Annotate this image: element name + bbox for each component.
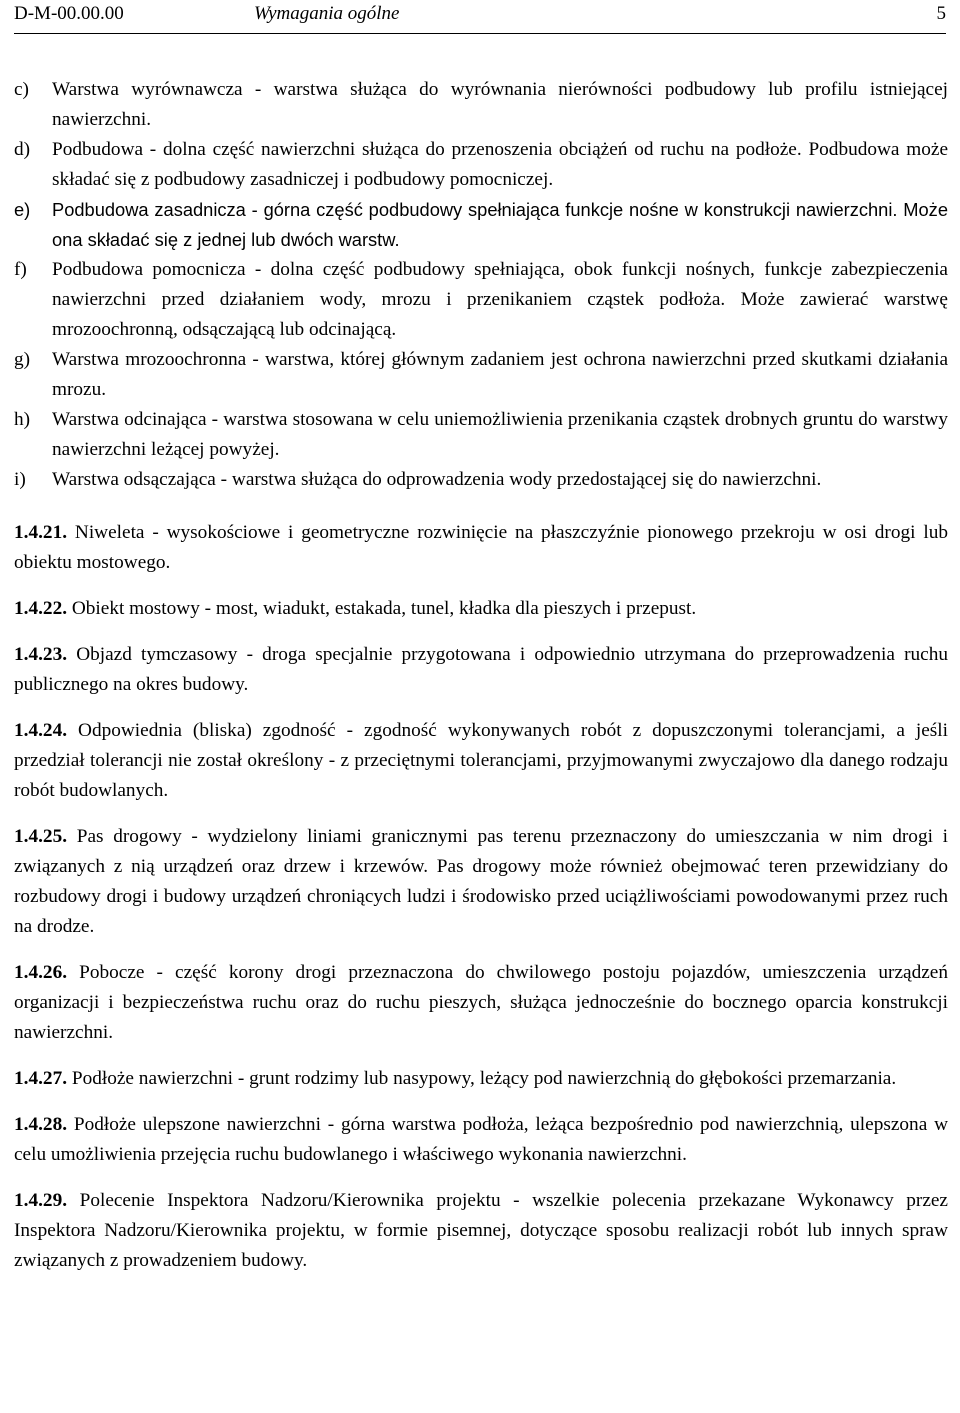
definition-paragraph [14, 1064, 948, 1094]
list-item-label: h) [14, 409, 31, 430]
list-item-label: d) [14, 139, 31, 160]
definition-paragraph [14, 1186, 948, 1276]
definition-paragraph [14, 958, 948, 1048]
definition-number: 1.4.24. [14, 720, 68, 741]
definition-number: 1.4.29. [14, 1190, 68, 1211]
document-body [14, 75, 948, 1292]
definition-text: Objazd tymczasowy - droga specjalnie przygotowana i odpowiednio utrzymana do przeprowadzenia ruchu publicznego na okres budowy. [14, 644, 948, 695]
list-item-text: Warstwa odsączająca - warstwa służąca do odprowadzenia wody przedostającej się do nawierzchni. [52, 469, 822, 490]
definition-number: 1.4.25. [14, 826, 68, 847]
document-code: D-M-00.00.00 [14, 3, 124, 24]
definition-number: 1.4.21. [14, 522, 68, 543]
list-item-text: Warstwa mrozoochronna - warstwa, której głównym zadaniem jest ochrona nawierzchni przed skutkami działania mrozu. [52, 349, 948, 400]
list-item [14, 135, 948, 195]
definition-text: Podłoże nawierzchni - grunt rodzimy lub nasypowy, leżący pod nawierzchnią do głębokości przemarzania. [71, 1068, 897, 1089]
list-item-text: Warstwa odcinająca - warstwa stosowana w celu uniemożliwienia przenikania cząstek drobnych gruntu do warstwy nawierzchni leżącej powyżej. [52, 409, 948, 460]
list-item [14, 75, 948, 135]
definition-number: 1.4.27. [14, 1068, 68, 1089]
definition-number: 1.4.28. [14, 1114, 68, 1135]
definition-text: Pas drogowy - wydzielony liniami granicznymi pas terenu przeznaczony do umieszczania w nim drogi i związanych z nią urządzeń oraz drzew i krzewów. Pas drogowy może również obejmować teren przewidziany do rozbudowy drogi i budowy urządzeń chroniących ludzi i środowisko przed uciążliwościami powodowanymi przez ruch na drodze. [14, 826, 948, 937]
list-item-label: f) [14, 259, 27, 280]
definition-text: Pobocze - część korony drogi przeznaczona do chwilowego postoju pojazdów, umieszczenia urządzeń organizacji i bezpieczeństwa ruchu oraz do ruchu pieszych, służąca jednocześnie do bocznego oparcia konstrukcji nawierzchni. [14, 962, 948, 1043]
definition-text: Polecenie Inspektora Nadzoru/Kierownika projektu - wszelkie polecenia przekazane Wykonawcy przez Inspektora Nadzoru/Kierownika projektu, w formie pisemnej, dotyczące sposobu realizacji robót lub innych spraw związanych z prowadzeniem budowy. [14, 1190, 948, 1271]
definition-paragraph [14, 594, 948, 624]
list-item [14, 465, 948, 495]
definition-text: Podłoże ulepszone nawierzchni - górna warstwa podłoża, leżąca bezpośrednio pod nawierzchnią, ulepszona w celu umożliwienia przejęcia ruchu budowlanego i właściwego wykonania nawierzchni. [14, 1114, 948, 1165]
list-item [14, 255, 948, 345]
layer-definitions-list [14, 75, 948, 495]
list-item [14, 405, 948, 465]
list-item-text: Warstwa wyrównawcza - warstwa służąca do wyrównania nierówności podbudowy lub profilu istniejącej nawierzchni. [52, 79, 948, 130]
definition-text: Obiekt mostowy - most, wiadukt, estakada, tunel, kładka dla pieszych i przepust. [71, 598, 697, 619]
definition-paragraph [14, 518, 948, 578]
definition-number: 1.4.22. [14, 598, 68, 619]
list-item [14, 195, 948, 255]
page-header [14, 0, 946, 30]
definition-paragraph [14, 822, 948, 942]
list-item-text: Podbudowa zasadnicza - górna część podbudowy spełniająca funkcje nośne w konstrukcji nawierzchni. Może ona składać się z jednej lub dwóch warstw. [52, 199, 948, 250]
list-item-label: g) [14, 349, 31, 370]
definition-number: 1.4.23. [14, 644, 68, 665]
list-item-label: c) [14, 79, 29, 100]
definition-paragraph [14, 716, 948, 806]
page-number: 5 [936, 3, 946, 24]
list-item-label: e) [14, 199, 31, 220]
list-item-label: i) [14, 469, 26, 490]
definition-text: Odpowiednia (bliska) zgodność - zgodność wykonywanych robót z dopuszczonymi tolerancjami, a jeśli przedział tolerancji nie został określony - z przeciętnymi tolerancjami, przyjmowanymi zwyczajowo dla danego rodzaju robót budowlanych. [14, 720, 948, 801]
document-title: Wymagania ogólne [254, 3, 400, 24]
definition-text: Niweleta - wysokościowe i geometryczne rozwinięcie na płaszczyźnie pionowego przekroju w osi drogi lub obiektu mostowego. [14, 522, 948, 573]
list-item-text: Podbudowa pomocnicza - dolna część podbudowy spełniająca, obok funkcji nośnych, funkcje zabezpieczenia nawierzchni przed działaniem wody, mrozu i przenikaniem cząstek podłoża. Może zawierać warstwę mrozoochronną, odsączającą lub odcinającą. [52, 259, 948, 340]
list-item-text: Podbudowa - dolna część nawierzchni służąca do przenoszenia obciążeń od ruchu na podłoże. Podbudowa może składać się z podbudowy zasadniczej i podbudowy pomocniczej. [52, 139, 948, 190]
header-divider [14, 33, 946, 34]
definition-number: 1.4.26. [14, 962, 68, 983]
list-item [14, 345, 948, 405]
definition-paragraph [14, 640, 948, 700]
definition-paragraph [14, 1110, 948, 1170]
term-definitions [14, 518, 948, 1276]
